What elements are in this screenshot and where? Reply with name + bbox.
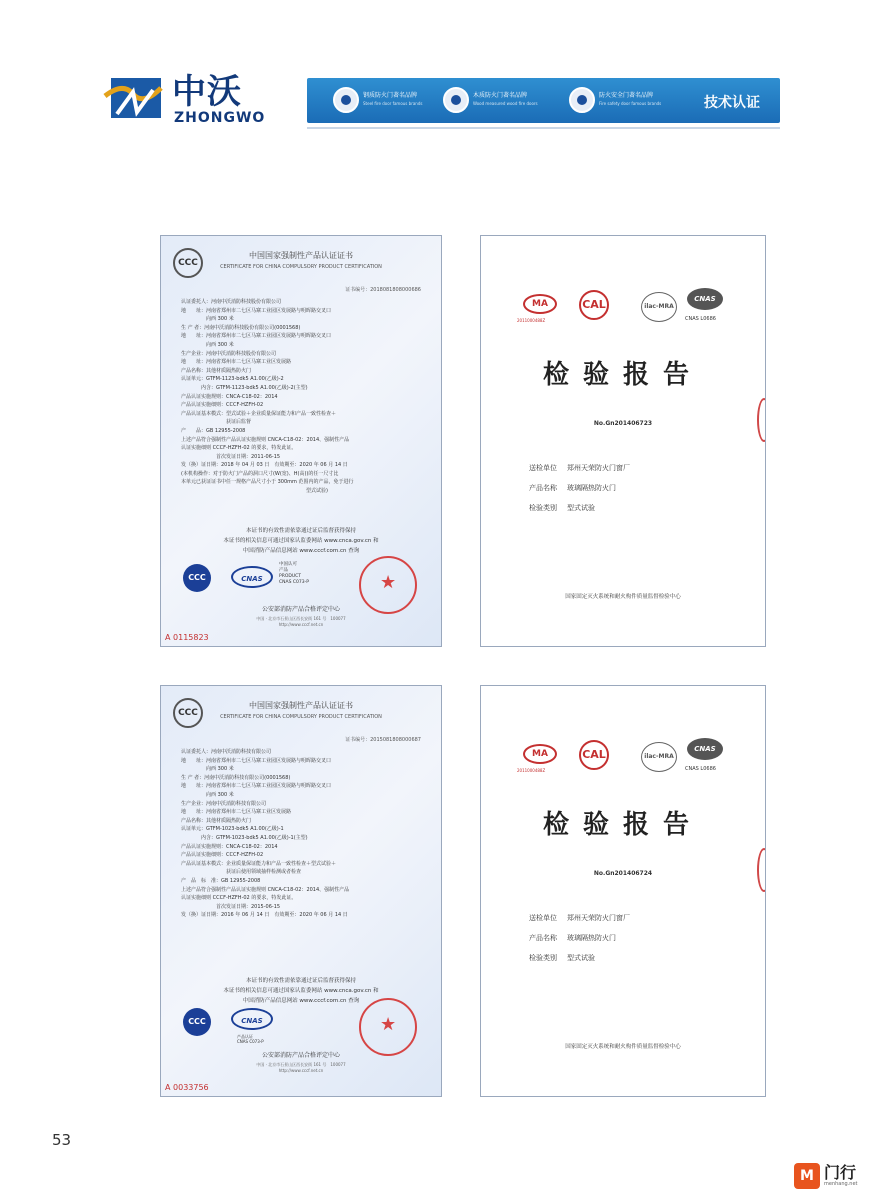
certificate-line: 产品认证实施规则：CNCA-C18-02：2014: [181, 843, 278, 850]
certificate-line: 获证后监督: [181, 419, 252, 426]
brand-badge: [443, 85, 538, 115]
certificate-line: 生产企业：河南中沃消防科技股份有限公司: [181, 350, 277, 357]
ilac-mra-mark-icon: ilac-MRA: [641, 742, 677, 772]
cnas-mark-icon: CNAS: [231, 1008, 273, 1030]
validity-note: 本证书的有效性需依靠通过证后监督获得保持: [245, 978, 356, 984]
issuer-website: http://www.cccf.net.cn: [278, 1068, 324, 1073]
ccc-certificate: [160, 685, 442, 1097]
official-seal-icon: [359, 998, 417, 1056]
certificate-serial: A 0033756: [165, 1083, 209, 1092]
certificate-body: [181, 298, 426, 496]
watermark-url: menhang.net: [824, 1181, 858, 1187]
page-number: 53: [52, 1131, 72, 1149]
certificate-title: 中国国家强制性产品认证证书: [249, 251, 353, 260]
field-value: 玻璃隔热防火门: [567, 484, 616, 492]
certificate-line: (本机构操作：对于防火门产品的洞口尺寸(W(宽)、H(高))的任一尺寸比: [181, 470, 339, 477]
field-key: 送检单位: [529, 914, 557, 922]
report-field: [529, 908, 630, 928]
brand-badge: [569, 85, 661, 115]
issuer-name: 公安部消防产品合格评定中心: [261, 1052, 340, 1059]
cnas-mark-icon: CNAS: [687, 738, 723, 760]
certificate-line: 认证委托人：河南中沃消防科技有限公司: [181, 749, 272, 755]
certificate-line: 发（换）证日期：2016 年 06 月 14 日 有效期至：2020 年 06 月 14 日: [181, 912, 348, 919]
certificate-line: 产品认证实施细则：CCCF-HZFH-02: [181, 402, 264, 409]
validity-note: 本证书的有效性需依靠通过证后监督获得保持: [245, 528, 356, 534]
zhongwo-logo-icon: [103, 76, 165, 122]
report-footer: 国家固定灭火系统和耐火构件质量监督检验中心: [565, 1044, 681, 1050]
badge-label: 木质防火门著名品牌: [473, 92, 528, 99]
emblem-icon: [569, 87, 595, 113]
certificate-line: 产品名称：其他材质隔热防火门: [181, 367, 252, 374]
report-title: 检验报告: [542, 360, 703, 390]
certificate-line: 认证实施细则 CCCF-HZFH-02 的要求，特发此证。: [181, 445, 297, 452]
issuer-website: http://www.cccf.net.cn: [278, 622, 324, 627]
certificate-line: 地 址：河南省郑州市二七区马寨工业区发展路: [181, 809, 292, 816]
report-footer: 国家固定灭火系统和耐火构件质量监督检验中心: [565, 594, 681, 600]
certificate-line: 认证委托人：河南中沃消防科技股份有限公司: [181, 299, 282, 305]
certificate-title: 中国国家强制性产品认证证书: [249, 701, 353, 710]
cnas-mark-icon: CNAS: [231, 566, 273, 588]
badge-label: 钢质防火门著名品牌: [363, 92, 418, 99]
emblem-icon: [333, 87, 359, 113]
certificate-body: [181, 748, 426, 920]
validity-note: 中国消防产品信息网站 www.cccf.com.cn 查询: [242, 548, 360, 554]
badge-sub: Steel fire door famous brands: [363, 101, 423, 106]
ccc-mark-icon: CCC: [183, 1008, 211, 1036]
validity-note: 中国消防产品信息网站 www.cccf.com.cn 查询: [242, 998, 360, 1004]
cma-number: 2011000488Z: [517, 768, 546, 773]
report-fields: [529, 458, 630, 518]
menhang-watermark: [794, 1163, 858, 1189]
certificate-line: 上述产品符合强制性产品认证实施规则 CNCA-C18-02：2014、强制性产品: [181, 886, 350, 893]
certificate-line: 生 产 者：河南中沃消防科技有限公司(0001568): [181, 774, 291, 781]
field-key: 检验类别: [529, 504, 557, 512]
banner-title: 技术认证: [704, 95, 760, 111]
certificate-line: 首次发证日期：2015-06-15: [181, 903, 281, 910]
badge-label: 防火安全门著名品牌: [599, 92, 654, 99]
certificate-line: 生产企业：河南中沃消防科技有限公司: [181, 800, 267, 807]
issuer-address: 中国 · 北京市石景山区西长安街 161 号 100077: [256, 1062, 346, 1067]
report-number: No.Gn201406723: [593, 420, 653, 427]
certificate-line: 产品认证实施规则：CNCA-C18-02：2014: [181, 393, 278, 400]
certificate-line: 产 品 标 准：GB 12955-2008: [181, 877, 261, 884]
issuer-address: 中国 · 北京市石景山区西长安街 161 号 100077: [256, 616, 346, 621]
certificate-title-en: CERTIFICATE FOR CHINA COMPULSORY PRODUCT CERTIFICATION: [220, 714, 382, 720]
validity-note: 本证书的相关信息可通过国家认监委网站 www.cnca.gov.cn 和: [223, 538, 379, 544]
certificate-line: 地 址：河南省郑州市二七区马寨工业园区发展路与明晖路交叉口: [181, 333, 332, 340]
ccc-logo-icon: CCC: [173, 248, 203, 278]
brand-badge: [333, 85, 422, 115]
cnas-number: CNAS L0686: [685, 766, 716, 772]
certificate-line: 地 址：河南省郑州市二七区马寨工业区发展路: [181, 359, 292, 366]
cnas-caption: 产品认证 CNAS C073-P: [237, 1034, 264, 1044]
seal-edge-icon: [757, 848, 766, 892]
certificate-line: 首次发证日期：2011-06-15: [181, 453, 281, 460]
menhang-logo-icon: M: [794, 1163, 820, 1189]
certificate-line: 内含：GTFM-1123-bdk5 A1.00(乙级)-2(主型): [181, 384, 308, 391]
certificate-line: 内含：GTFM-1023-bdk5 A1.00(乙级)-1(主型): [181, 834, 308, 841]
report-field: [529, 928, 630, 948]
header-banner: [307, 78, 780, 123]
field-value: 型式试验: [567, 504, 595, 512]
certificate-line: 获证后使用领域抽样检测或者检查: [181, 869, 302, 876]
certificate-line: 发（换）证日期：2018 年 04 月 03 日 有效期至：2020 年 06 月 14 日: [181, 462, 348, 469]
inspection-report: [480, 685, 766, 1097]
field-value: 型式试验: [567, 954, 595, 962]
field-value: 郑州天荣防火门窗厂: [567, 464, 630, 472]
certificate-line: 向西 300 米: [181, 341, 234, 348]
report-field: [529, 948, 630, 968]
field-key: 产品名称: [529, 484, 557, 492]
report-fields: [529, 908, 630, 968]
header-divider: [307, 127, 780, 129]
certificate-line: 生 产 者：河南中沃消防科技股份有限公司(0001568): [181, 324, 301, 331]
cnas-caption: 中国认可 产品 PRODUCT CNAS C073-P: [279, 562, 309, 585]
certificate-line: 地 址：河南省郑州市二七区马寨工业园区发展路与明晖路交叉口: [181, 307, 332, 314]
ccc-logo-icon: CCC: [173, 698, 203, 728]
field-value: 郑州天荣防火门窗厂: [567, 914, 630, 922]
certificate-line: 上述产品符合强制性产品认证实施规则 CNCA-C18-02：2014、强制性产品: [181, 436, 350, 443]
certificate-number: 证书编号：2018081808000686: [345, 287, 421, 293]
certificate-number: 证书编号：2015081808000687: [345, 737, 421, 743]
logo-english-name: ZHONGWO: [174, 110, 266, 126]
inspection-report: [480, 235, 766, 647]
logo-chinese-name: 中沃: [172, 72, 242, 112]
cma-mark-icon: MA: [523, 294, 557, 314]
cnas-number: CNAS L0686: [685, 316, 716, 322]
certificate-line: 产品认证实施细则：CCCF-HZFH-02: [181, 852, 264, 859]
certificate-serial: A 0115823: [165, 633, 209, 642]
report-field: [529, 498, 630, 518]
certificate-line: 产品名称：其他材质隔热防火门: [181, 817, 252, 824]
validity-note: 本证书的相关信息可通过国家认监委网站 www.cnca.gov.cn 和: [223, 988, 379, 994]
certificate-line: 型式试验): [181, 488, 328, 495]
cal-mark-icon: CAL: [579, 290, 609, 320]
certificate-line: 认证单元：GTFM-1123-bdk5 A1.00(乙级)-2: [181, 376, 284, 383]
field-key: 产品名称: [529, 934, 557, 942]
watermark-name: 门行: [824, 1163, 857, 1182]
report-field: [529, 458, 630, 478]
issuer-name: 公安部消防产品合格评定中心: [261, 606, 340, 613]
ccc-mark-icon: CCC: [183, 564, 211, 592]
certificate-title-en: CERTIFICATE FOR CHINA COMPULSORY PRODUCT CERTIFICATION: [220, 264, 382, 270]
certificate-line: 产品认证基本模式：型式试验＋企业质量保证能力和产品一致性检查＋: [181, 410, 337, 417]
certificate-line: 产品认证基本模式：企业质量保证能力和产品一致性检查＋型式试验＋: [181, 860, 337, 867]
badge-sub: Fire safety door famous brands: [599, 101, 662, 106]
field-key: 送检单位: [529, 464, 557, 472]
certificate-line: 产 品：GB 12955-2008: [181, 427, 246, 434]
seal-edge-icon: [757, 398, 766, 442]
field-value: 玻璃隔热防火门: [567, 934, 616, 942]
certificate-line: 地 址：河南省郑州市二七区马寨工业园区发展路与明晖路交叉口: [181, 783, 332, 790]
report-number: No.Gn201406724: [593, 870, 653, 877]
certificate-line: 认证单元：GTFM-1023-bdk5 A1.00(乙级)-1: [181, 826, 284, 833]
cma-mark-icon: MA: [523, 744, 557, 764]
ccc-certificate: [160, 235, 442, 647]
field-key: 检验类别: [529, 954, 557, 962]
cma-number: 2011000488Z: [517, 318, 546, 323]
certificate-line: 向西 300 米: [181, 791, 234, 798]
certificate-line: 本单元已获证证书中任一规格产品尺寸小于 300mm 范围内的产品，免于进行: [181, 479, 354, 486]
badge-sub: Wood measured wood fire doors: [473, 101, 538, 106]
cal-mark-icon: CAL: [579, 740, 609, 770]
report-field: [529, 478, 630, 498]
report-title: 检验报告: [542, 810, 703, 840]
emblem-icon: [443, 87, 469, 113]
certificate-line: 向西 300 米: [181, 316, 234, 323]
certificate-line: 向西 300 米: [181, 766, 234, 773]
certificate-line: 地 址：河南省郑州市二七区马寨工业园区发展路与明晖路交叉口: [181, 757, 332, 764]
cnas-mark-icon: CNAS: [687, 288, 723, 310]
certificate-line: 认证实施细则 CCCF-HZFH-02 的要求，特发此证。: [181, 895, 297, 902]
ilac-mra-mark-icon: ilac-MRA: [641, 292, 677, 322]
